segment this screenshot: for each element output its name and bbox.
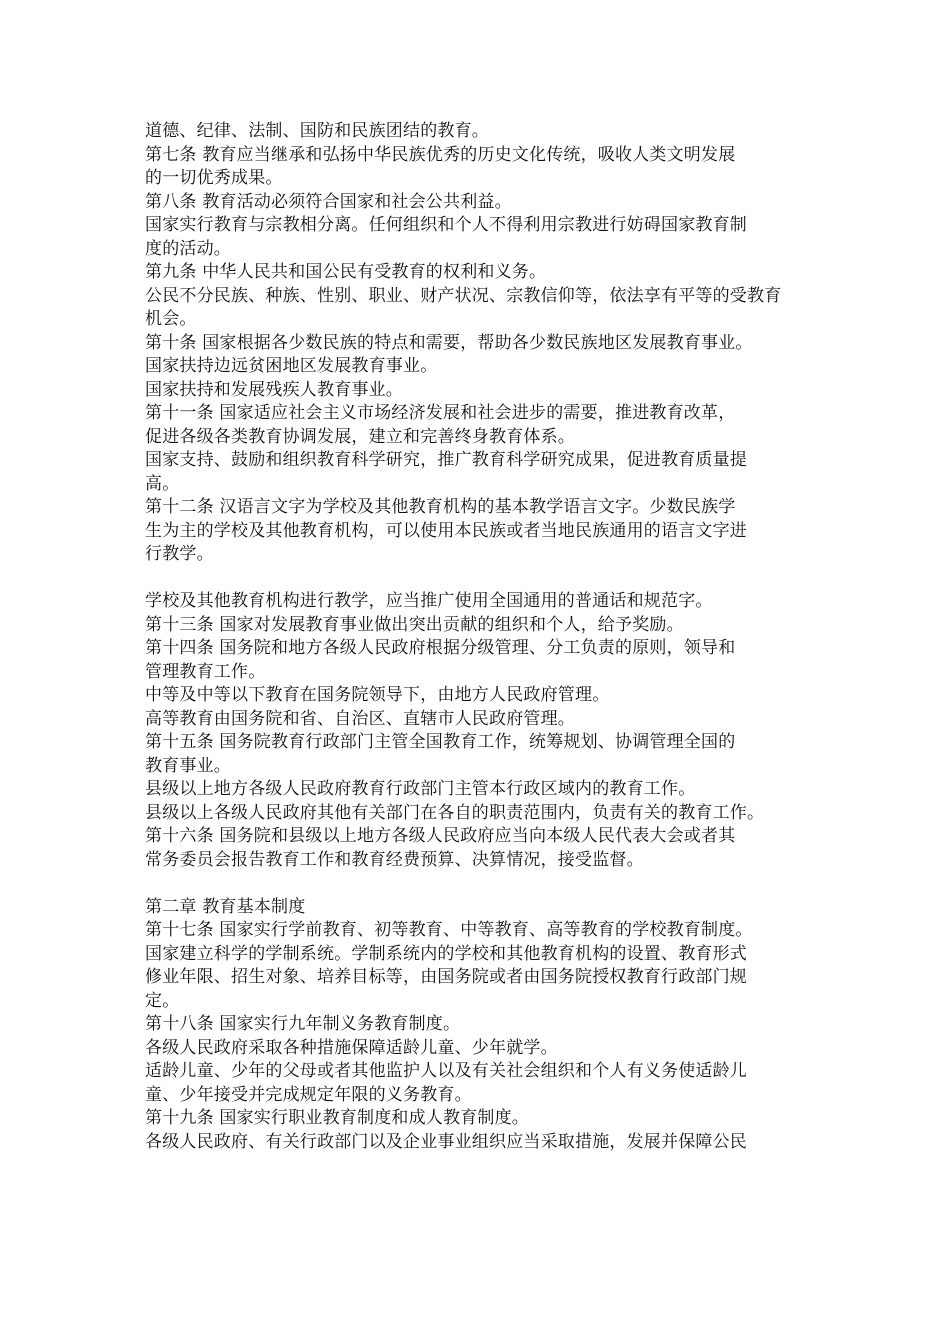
text-line: 童、少年接受并完成规定年限的义务教育。: [145, 1084, 472, 1105]
blank-line: [145, 567, 825, 591]
text-line: 国家扶持边远贫困地区发展教育事业。: [145, 356, 438, 376]
text-line: 管理教育工作。: [145, 661, 266, 682]
text-line: 第二章 教育基本制度: [145, 896, 306, 917]
text-line: 国家扶持和发展残疾人教育事业。: [145, 379, 403, 400]
text-line: 教育事业。: [145, 755, 231, 776]
text-line: 国家支持、鼓励和组织教育科学研究，推广教育科学研究成果，促进教育质量提: [145, 450, 747, 470]
text-line: 第十七条 国家实行学前教育、初等教育、中等教育、高等教育的学校教育制度。: [145, 920, 753, 940]
text-line: 第十八条 国家实行九年制义务教育制度。: [145, 1014, 461, 1034]
text-line: 机会。: [145, 309, 197, 329]
text-line: 第十六条 国务院和县级以上地方各级人民政府应当向本级人民代表大会或者其: [145, 826, 736, 846]
text-line: 国家实行教育与宗教相分离。任何组织和个人不得利用宗教进行妨碍国家教育制: [145, 215, 747, 235]
text-line: 学校及其他教育机构进行教学，应当推广使用全国通用的普通话和规范字。: [145, 591, 713, 611]
text-line: 各级人民政府采取各种措施保障适龄儿童、少年就学。: [145, 1037, 558, 1058]
text-line: 第十条 国家根据各少数民族的特点和需要，帮助各少数民族地区发展教育事业。: [145, 332, 753, 353]
text-line: 生为主的学校及其他教育机构，可以使用本民族或者当地民族通用的语言文字进: [145, 520, 747, 541]
document-body: [145, 120, 825, 1154]
text-line: 常务委员会报告教育工作和教育经费预算、决算情况，接受监督。: [145, 849, 644, 870]
text-line: 促进各级各类教育协调发展，建立和完善终身教育体系。: [145, 426, 575, 447]
text-line: 度的活动。: [145, 238, 231, 259]
text-line: 高。: [145, 473, 180, 494]
text-line: 定。: [145, 990, 180, 1011]
text-line: 中等及中等以下教育在国务院领导下，由地方人民政府管理。: [145, 685, 610, 705]
text-line: 县级以上地方各级人民政府教育行政部门主管本行政区域内的教育工作。: [145, 779, 696, 799]
text-line: 道德、纪律、法制、国防和民族团结的教育。: [145, 121, 489, 141]
text-line: 第七条 教育应当继承和弘扬中华民族优秀的历史文化传统，吸收人类文明发展: [145, 144, 736, 165]
text-line: 的一切优秀成果。: [145, 168, 283, 188]
text-line: 适龄儿童、少年的父母或者其他监护人以及有关社会组织和个人有义务使适龄儿: [145, 1061, 747, 1081]
text-line: 公民不分民族、种族、性别、职业、财产状况、宗教信仰等，依法享有平等的受教育: [145, 285, 782, 306]
text-line: 第十二条 汉语言文字为学校及其他教育机构的基本教学语言文字。少数民族学: [145, 497, 736, 517]
text-line: 第十一条 国家适应社会主义市场经济发展和社会进步的需要，推进教育改革，: [145, 403, 736, 423]
text-line: 第八条 教育活动必须符合国家和社会公共利益。: [145, 191, 512, 212]
text-line: 高等教育由国务院和省、自治区、直辖市人民政府管理。: [145, 708, 575, 729]
text-line: 行教学。: [145, 544, 214, 564]
text-line: 第十四条 国务院和地方各级人民政府根据分级管理、分工负责的原则，领导和: [145, 638, 736, 658]
text-line: 修业年限、招生对象、培养目标等，由国务院或者由国务院授权教育行政部门规: [145, 967, 747, 987]
text-line: 各级人民政府、有关行政部门以及企业事业组织应当采取措施，发展并保障公民: [145, 1131, 747, 1152]
text-line: 第十九条 国家实行职业教育制度和成人教育制度。: [145, 1108, 530, 1128]
text-line: 第九条 中华人民共和国公民有受教育的权利和义务。: [145, 262, 547, 282]
blank-line: [145, 872, 825, 896]
text-line: 第十三条 国家对发展教育事业做出突出贡献的组织和个人，给予奖励。: [145, 614, 684, 635]
text-line: 国家建立科学的学制系统。学制系统内的学校和其他教育机构的设置、教育形式: [145, 943, 747, 964]
text-line: 县级以上各级人民政府其他有关部门在各自的职责范围内，负责有关的教育工作。: [145, 802, 765, 823]
text-line: 第十五条 国务院教育行政部门主管全国教育工作，统筹规划、协调管理全国的: [145, 732, 736, 752]
